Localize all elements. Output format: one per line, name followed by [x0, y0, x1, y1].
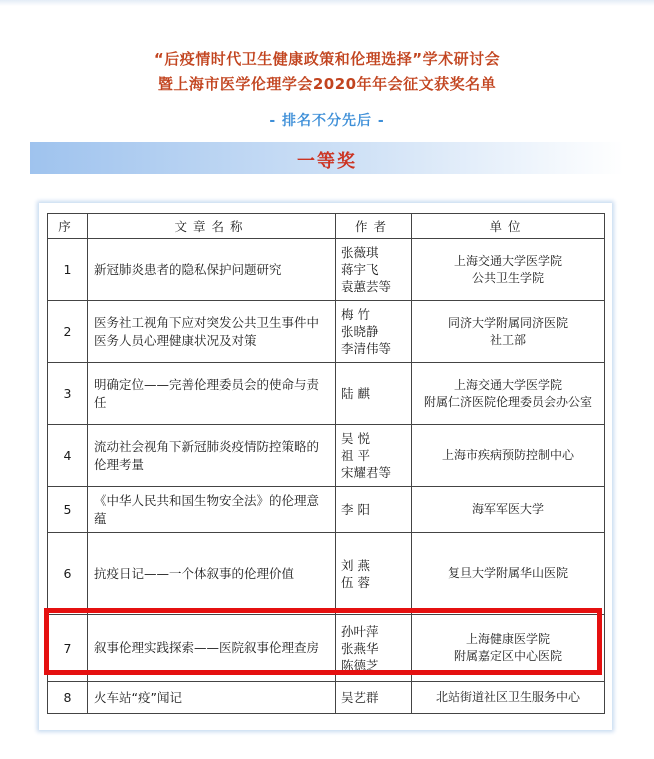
table-row	[48, 487, 605, 533]
author-name: 张晓静	[341, 324, 379, 339]
page-title-line1: “后疫情时代卫生健康政策和伦理选择”学术研讨会	[153, 50, 501, 68]
author-name: 孙叶萍	[341, 623, 379, 639]
row-no: 7	[48, 615, 88, 682]
author-name: 陈德芝	[341, 657, 379, 673]
author-name: 张薇琪	[341, 245, 379, 260]
unit-line: 上海交通大学医学院	[453, 377, 562, 392]
row-unit	[412, 487, 605, 533]
row-authors	[336, 533, 412, 615]
author-name: 宋耀君等	[341, 465, 392, 480]
table-row	[48, 301, 605, 363]
row-no: 8	[48, 682, 88, 714]
row-unit	[412, 425, 605, 487]
row-unit	[412, 682, 605, 714]
author-name: 蒋宇飞	[341, 262, 379, 277]
table-row	[48, 682, 605, 714]
award-banner	[30, 142, 624, 174]
row-no: 2	[48, 301, 88, 363]
unit-line: 附属嘉定区中心医院	[453, 649, 562, 663]
author-name: 李清伟等	[341, 341, 392, 356]
author-name: 伍 蓉	[341, 574, 370, 590]
author-name: 陆 麒	[341, 386, 370, 401]
table-row	[48, 363, 605, 425]
unit-line: 复旦大学附属华山医院	[447, 566, 568, 580]
row-title: 医务社工视角下应对突发公共卫生事件中医务人员心理健康状况及对策	[88, 301, 336, 363]
unit-line: 海军军医大学	[471, 502, 544, 516]
row-7-highlight-box	[44, 608, 602, 675]
unit-line: 上海交通大学医学院	[453, 253, 562, 268]
row-title: 新冠肺炎患者的隐私保护问题研究	[88, 239, 336, 301]
author-name: 吴 悦	[341, 431, 370, 446]
unit-line: 公共卫生学院	[471, 270, 544, 285]
row-title: 流动社会视角下新冠肺炎疫情防控策略的伦理考量	[88, 425, 336, 487]
unit-line: 同济大学附属同济医院	[447, 315, 568, 330]
top-decoration-strip	[0, 0, 654, 6]
author-name: 祖 平	[341, 448, 370, 463]
row-unit	[412, 533, 605, 615]
author-name: 李 阳	[341, 502, 370, 517]
unit-line: 北站街道社区卫生服务中心	[435, 690, 580, 704]
ranking-note: - 排名不分先后 -	[269, 113, 385, 129]
author-name: 梅 竹	[341, 307, 370, 322]
row-no: 6	[48, 533, 88, 615]
author-name: 刘 燕	[341, 557, 370, 573]
row-authors	[336, 425, 412, 487]
table-row	[48, 533, 605, 615]
row-authors	[336, 301, 412, 363]
header-no: 序	[48, 214, 88, 239]
author-name: 张燕华	[341, 640, 379, 656]
award-level-label: 一等奖	[297, 151, 357, 172]
row-title: 抗疫日记——一个体叙事的伦理价值	[88, 533, 336, 615]
row-authors	[336, 682, 412, 714]
row-title: 火车站“疫”闻记	[88, 682, 336, 714]
author-name: 吴艺群	[341, 690, 379, 705]
unit-line: 上海健康医学院	[465, 632, 550, 646]
row-no: 3	[48, 363, 88, 425]
row-unit	[412, 363, 605, 425]
unit-line: 附属仁济医院伦理委员会办公室	[423, 394, 592, 409]
author-name: 袁蕙芸等	[341, 279, 392, 294]
header-unit: 单位	[412, 214, 605, 239]
row-authors	[336, 363, 412, 425]
table-row	[48, 425, 605, 487]
header-authors: 作者	[336, 214, 412, 239]
row-title: 叙事伦理实践探索——医院叙事伦理查房	[88, 615, 336, 682]
row-no: 1	[48, 239, 88, 301]
row-no: 4	[48, 425, 88, 487]
row-title: 《中华人民共和国生物安全法》的伦理意蕴	[88, 487, 336, 533]
row-authors	[336, 239, 412, 301]
page-title-line2: 暨上海市医学伦理学会2020年年会征文获奖名单	[157, 75, 497, 93]
row-unit	[412, 301, 605, 363]
table-header-row	[48, 214, 605, 239]
row-title: 明确定位——完善伦理委员会的使命与责任	[88, 363, 336, 425]
header-title: 文章名称	[88, 214, 336, 239]
row-unit	[412, 239, 605, 301]
unit-line: 社工部	[489, 332, 526, 347]
unit-line: 上海市疾病预防控制中心	[441, 448, 574, 462]
row-authors	[336, 487, 412, 533]
table-row	[48, 239, 605, 301]
row-no: 5	[48, 487, 88, 533]
